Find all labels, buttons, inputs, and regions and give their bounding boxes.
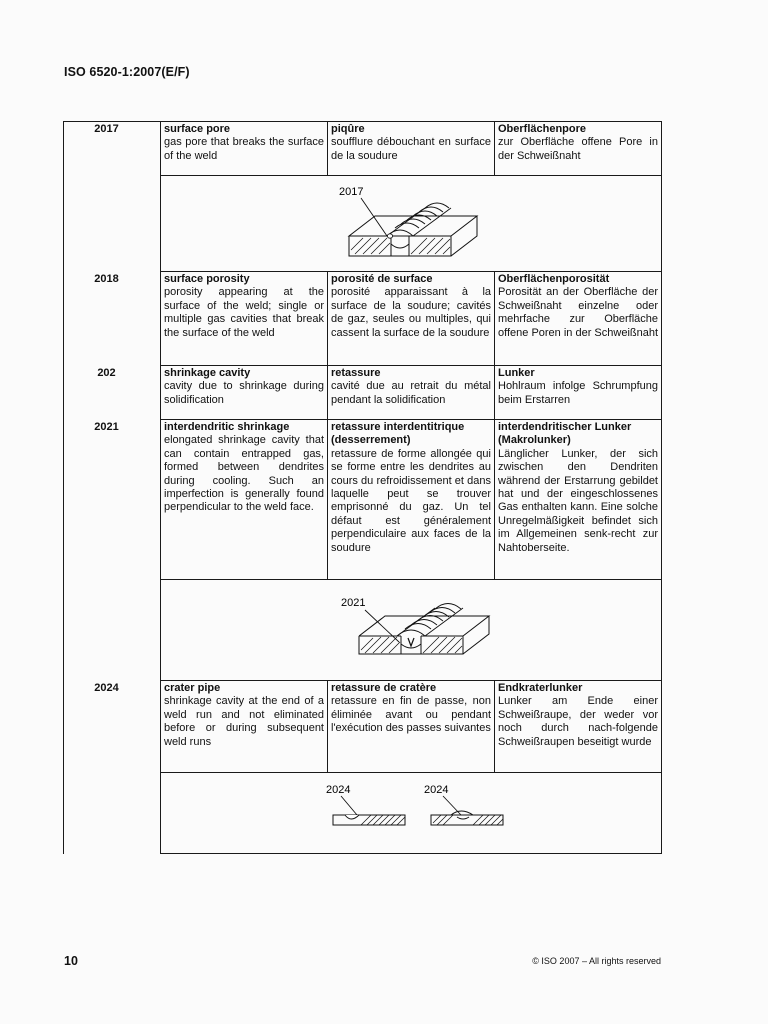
- english-cell: [161, 272, 328, 366]
- surface-pore-figure: [161, 176, 661, 271]
- english-definition: gas pore that breaks the surface of the weld: [164, 136, 324, 162]
- french-term: piqûre: [331, 123, 365, 135]
- pore-mark: [387, 234, 392, 238]
- german-definition: Porosität an der Oberfläche der Schweißnaht einzelne oder mehrfache zur Oberfläche offene Poren in der Schweißnaht: [498, 286, 659, 339]
- shrinkage-cavity-mark: [408, 638, 414, 646]
- english-cell: [161, 681, 328, 773]
- german-term: interdendritischer Lunker (Makrolunker): [498, 421, 632, 447]
- german-cell: [495, 420, 662, 580]
- german-term: Lunker: [498, 367, 535, 379]
- french-cell: [328, 122, 495, 176]
- figure-label-2024-b: 2024: [424, 784, 449, 796]
- table-row: [64, 122, 662, 176]
- entry-number: 2017: [64, 122, 161, 272]
- english-term: surface pore: [164, 123, 231, 135]
- german-definition: Lunker am Ende einer Schweißraupe, der weder vor noch durch nach-folgende Schweißraupen beseitigt wurde: [498, 695, 658, 748]
- document-id: ISO 6520-1:2007(E/F): [64, 65, 190, 79]
- english-definition: cavity due to shrinkage during solidification: [164, 380, 324, 406]
- german-cell: [495, 272, 662, 366]
- french-cell: [328, 420, 495, 580]
- french-definition: cavité due au retrait du métal pendant la solidification: [331, 380, 491, 406]
- figure-2017-cell: [161, 176, 662, 272]
- french-definition: retassure de forme allongée qui se forme entre les dendrites au cours du refroidissement et dans laquelle peut se trouver emprisonné du gaz. Un tel défaut est généralement perpendiculaire aux faces de la soudure: [331, 447, 491, 554]
- figure-label-2024-a: 2024: [326, 784, 351, 796]
- page-number: 10: [64, 954, 78, 968]
- english-cell: [161, 420, 328, 580]
- entry-number: 2024: [64, 681, 161, 854]
- german-cell: [495, 122, 662, 176]
- table-row: [64, 420, 662, 580]
- german-definition: zur Oberfläche offene Pore in der Schweißnaht: [498, 136, 658, 162]
- crater-section-right: [431, 811, 503, 825]
- french-cell: [328, 272, 495, 366]
- german-definition: Hohlraum infolge Schrumpfung beim Erstarren: [498, 380, 658, 406]
- german-term: Oberflächenpore: [498, 123, 587, 135]
- weld-bead: [397, 604, 463, 649]
- french-term: retassure: [331, 367, 381, 379]
- english-term: surface porosity: [164, 273, 250, 285]
- french-term: retassure interdentitrique (desserrement): [331, 421, 465, 447]
- english-cell: [161, 366, 328, 420]
- german-term: Endkraterlunker: [498, 682, 583, 694]
- leader-line: [365, 610, 399, 642]
- french-term: retassure de cratère: [331, 682, 437, 694]
- english-definition: porosity appearing at the surface of the weld; single or multiple gas cavities that break the surface of the weld: [164, 286, 324, 339]
- table-row: [64, 681, 662, 773]
- german-cell: [495, 366, 662, 420]
- english-definition: shrinkage cavity at the end of a weld run and not eliminated before or during subsequent weld runs: [164, 695, 324, 748]
- table-row: [64, 272, 662, 366]
- entry-number: 2018: [64, 272, 161, 366]
- terminology-table: [63, 121, 662, 854]
- french-definition: porosité apparaissant à la surface de la soudure; cavités de gaz, seules ou multiples, qui cassent la surface de la soudure: [331, 286, 491, 339]
- figure-label-2017: 2017: [339, 186, 364, 198]
- french-cell: [328, 366, 495, 420]
- german-cell: [495, 681, 662, 773]
- entry-number: 2021: [64, 420, 161, 681]
- figure-label-2021: 2021: [341, 597, 366, 609]
- section-hatching: [351, 238, 450, 254]
- crater-section-left: [333, 815, 405, 825]
- english-cell: [161, 122, 328, 176]
- crater-pipe-figure: [161, 773, 661, 853]
- figure-2021-cell: [161, 580, 662, 681]
- german-term: Oberflächenporosität: [498, 273, 610, 285]
- weld-bead: [387, 203, 451, 248]
- french-definition: retassure en fin de passe, non éliminée avant ou pendant l'exécution des passes suivantes: [331, 695, 491, 735]
- french-cell: [328, 681, 495, 773]
- german-definition: Länglicher Lunker, der sich zwischen den Dendriten während der Erstarrung gebildet hat und der eingeschlossenes Gas enthalten kann. Eine solche Unregelmäßigkeit befindet sich im Allgemeinen senk-recht zur Nahtoberseite.: [498, 447, 658, 554]
- copyright-notice: © ISO 2007 – All rights reserved: [532, 956, 661, 966]
- english-definition: elongated shrinkage cavity that can contain entrapped gas, formed between dendrites during cooling. Such an imperfection is generally found perpendicular to the weld face.: [164, 434, 324, 514]
- english-term: interdendritic shrinkage: [164, 421, 290, 433]
- french-term: porosité de surface: [331, 273, 433, 285]
- french-definition: soufflure débouchant en surface de la soudure: [331, 136, 491, 162]
- entry-number: 202: [64, 366, 161, 420]
- english-term: crater pipe: [164, 682, 221, 694]
- english-term: shrinkage cavity: [164, 367, 251, 379]
- interdendritic-shrinkage-figure: [161, 580, 661, 680]
- figure-2024-cell: [161, 773, 662, 854]
- leader-line-a: [341, 796, 357, 815]
- table-row: [64, 366, 662, 420]
- leader-line-b: [443, 796, 461, 815]
